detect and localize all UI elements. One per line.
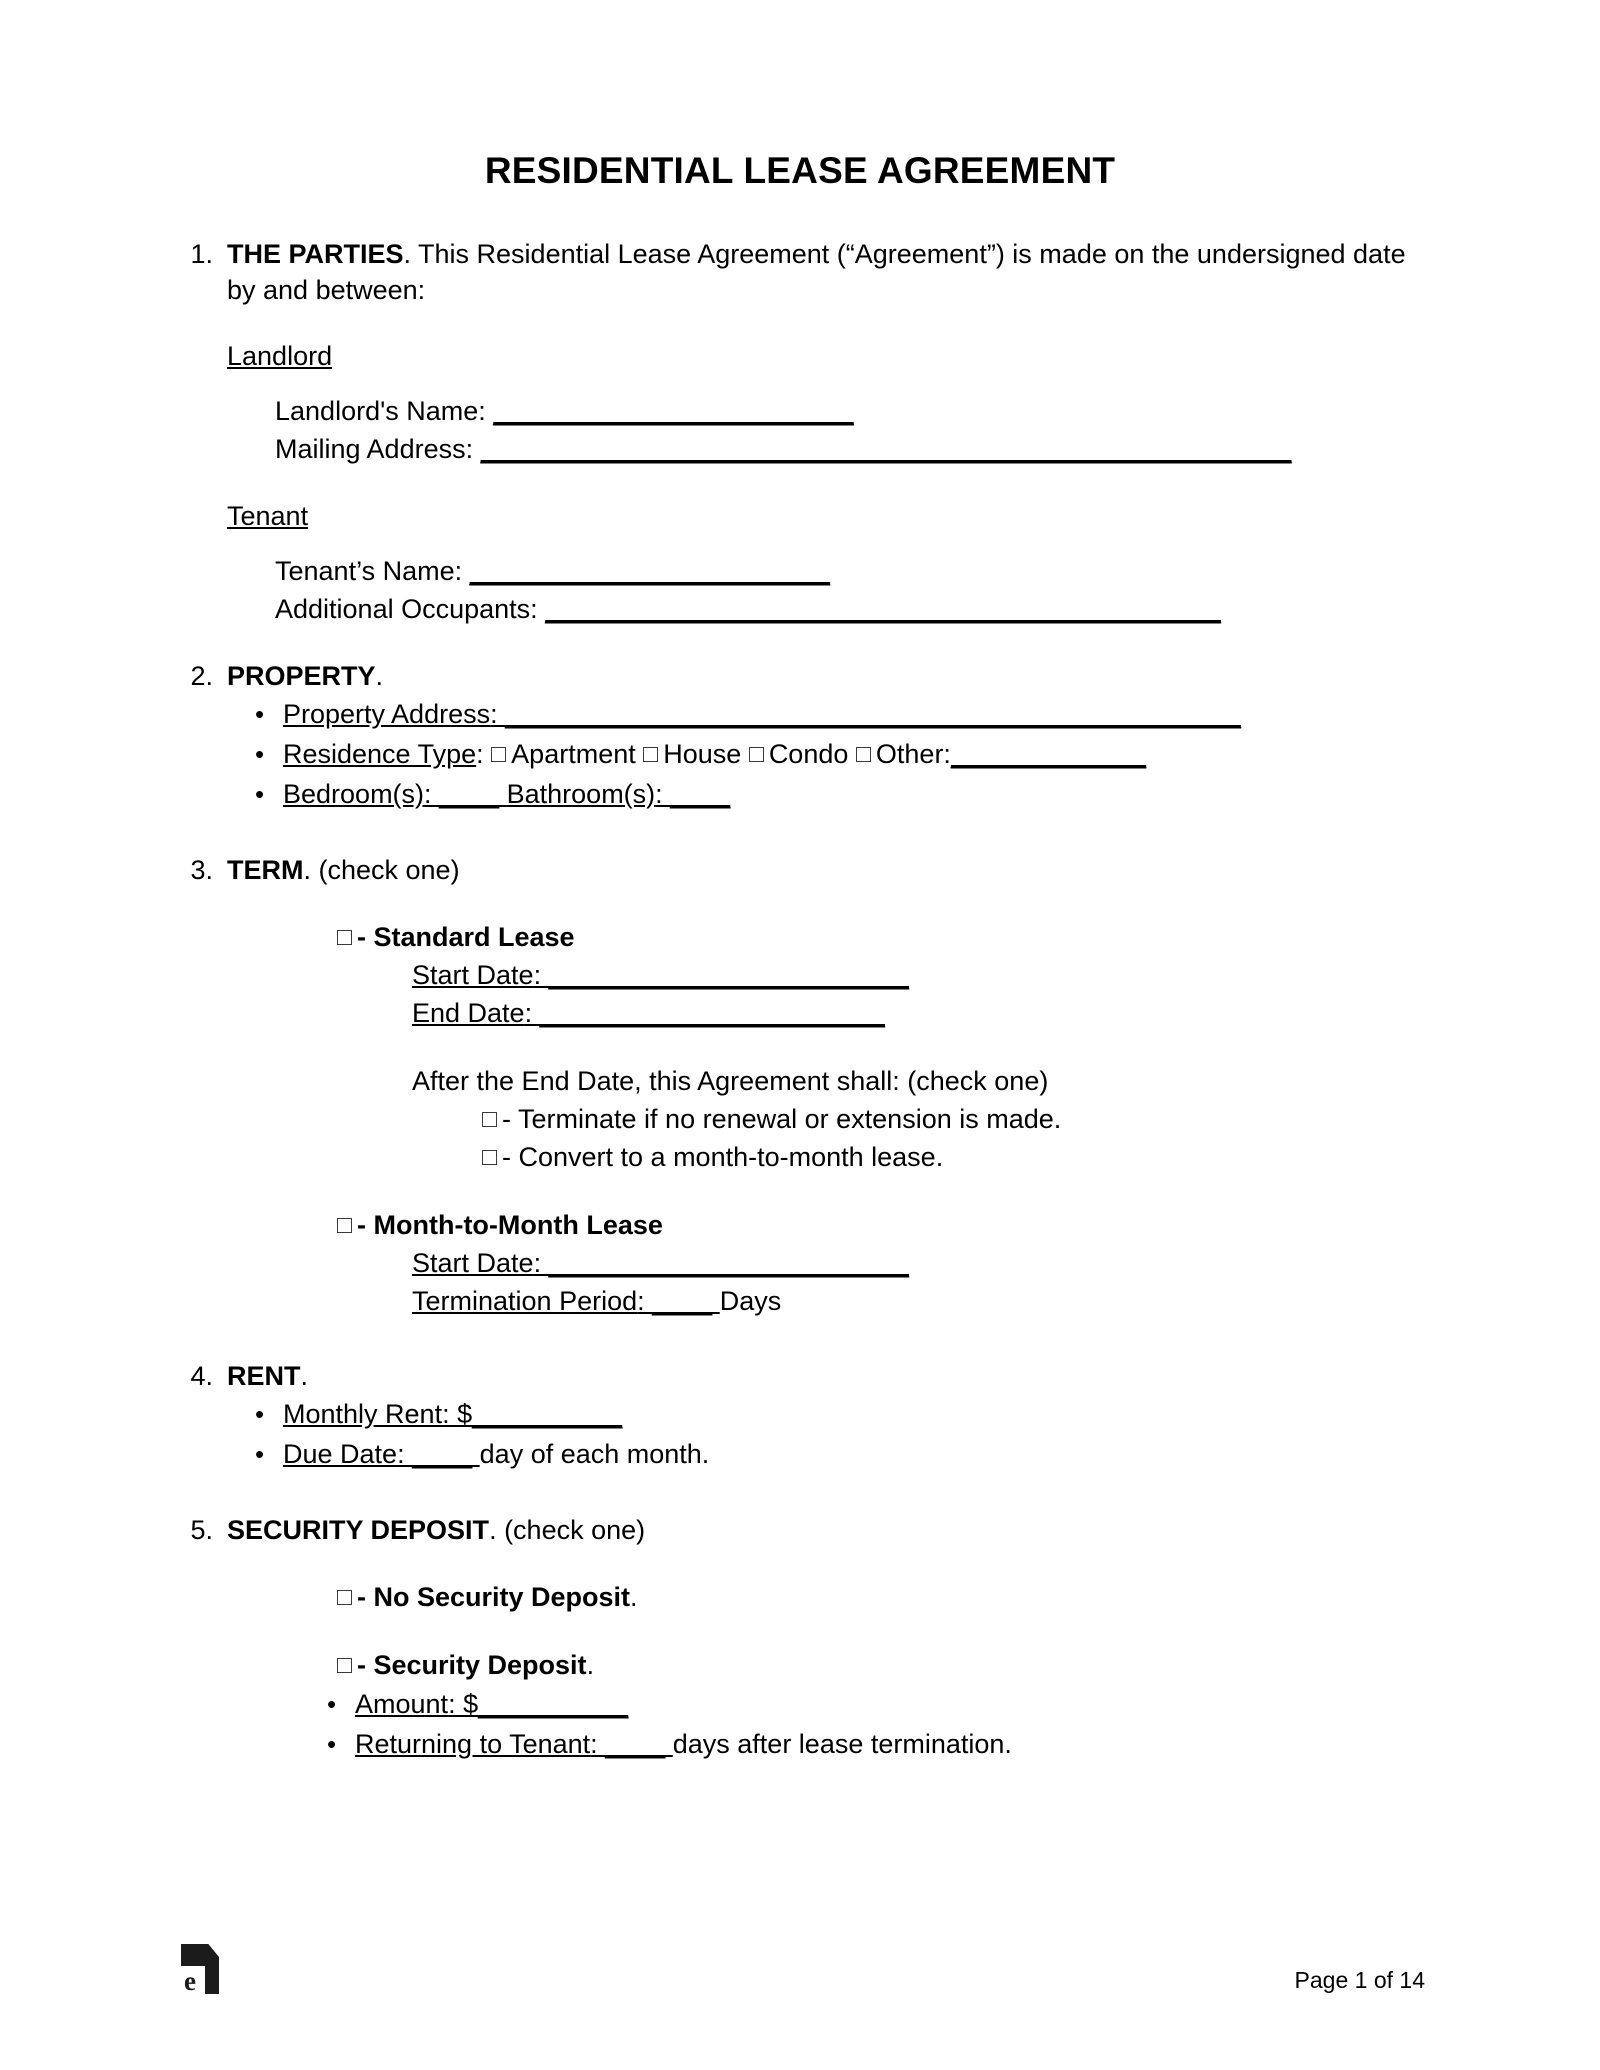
month-to-month-option <box>337 1206 1425 1244</box>
month-to-month-label: - Month-to-Month Lease <box>357 1210 663 1240</box>
termination-period-row <box>412 1282 1425 1320</box>
deposit-amount-blank[interactable]: : $__________ <box>448 1689 629 1719</box>
list-item-deposit-amount <box>227 1684 1425 1724</box>
option-label-other: Other: <box>875 739 951 769</box>
mailing-address-blank[interactable]: ______________________________________________________ <box>480 434 1292 464</box>
section-body <box>227 236 1425 628</box>
property-address-label: Property Address <box>283 699 491 729</box>
mailing-address-label: Mailing Address: <box>275 434 474 464</box>
section-number: 1. <box>190 239 213 269</box>
due-date-label: Due Date <box>283 1439 398 1469</box>
option-label-condo: Condo <box>768 739 849 769</box>
due-date-blank[interactable]: : ____ <box>397 1439 480 1469</box>
checkbox-month-to-month-lease[interactable] <box>337 1218 352 1233</box>
rent-fields-list <box>227 1394 1425 1474</box>
landlord-label: Landlord <box>227 341 333 371</box>
option-label-apartment: Apartment <box>511 739 636 769</box>
checkbox-convert-month-to-month[interactable] <box>482 1150 497 1165</box>
checkbox-other[interactable] <box>856 747 871 762</box>
checkbox-house[interactable] <box>643 747 658 762</box>
list-item-monthly-rent <box>227 1394 1425 1434</box>
standard-lease-label: - Standard Lease <box>357 922 575 952</box>
start-date-blank[interactable]: : ________________________ <box>533 960 909 990</box>
option-label-house: House <box>663 739 742 769</box>
section-number: 5. <box>190 1515 213 1545</box>
mtm-start-date-row <box>412 1244 1425 1282</box>
tenant-name-row <box>275 552 1425 590</box>
section-body <box>227 852 1425 1320</box>
standard-end-date-row <box>412 994 1425 1032</box>
end-date-blank[interactable]: : _______________________ <box>524 998 885 1028</box>
bedrooms-blank[interactable]: : ____ <box>424 779 507 809</box>
section-heading: THE PARTIES <box>227 239 404 269</box>
after-end-option-convert <box>482 1138 1425 1176</box>
bathrooms-label: Bathroom(s) <box>506 779 656 809</box>
monthly-rent-blank[interactable]: : $__________ <box>442 1399 623 1429</box>
termination-period-label: Termination Period <box>412 1286 638 1316</box>
security-deposit-fields-list <box>227 1684 1425 1764</box>
section-body <box>227 658 1425 814</box>
property-fields-list <box>227 694 1425 814</box>
section-number: 4. <box>190 1361 213 1391</box>
eforms-logo-icon <box>175 1944 221 1998</box>
section-term <box>175 852 1425 1320</box>
termination-period-blank[interactable]: : ____ <box>637 1286 720 1316</box>
landlord-name-blank[interactable]: ________________________ <box>493 396 854 426</box>
section-heading: SECURITY DEPOSIT <box>227 1515 490 1545</box>
section-body <box>227 1512 1425 1764</box>
list-item-due-date <box>227 1434 1425 1474</box>
due-date-suffix: day of each month. <box>479 1439 710 1469</box>
start-date-label: Start Date <box>412 960 534 990</box>
page-number: Page 1 of 14 <box>1294 1967 1425 1993</box>
additional-occupants-label: Additional Occupants: <box>275 594 538 624</box>
section-heading: RENT <box>227 1361 301 1391</box>
section-number: 3. <box>190 855 213 885</box>
bathrooms-blank[interactable]: : ____ <box>655 779 731 809</box>
list-item-property-address <box>227 694 1425 734</box>
section-intro: . This Residential Lease Agreement (“Agreement”) is made on the undersigned date by and between: <box>227 239 1406 305</box>
residence-other-blank[interactable]: _____________ <box>950 739 1147 769</box>
section-rent <box>175 1358 1425 1474</box>
after-end-option-terminate <box>482 1100 1425 1138</box>
termination-period-unit: Days <box>719 1286 782 1316</box>
security-deposit-option <box>337 1646 1425 1684</box>
logo-letter: e <box>175 1966 205 1998</box>
no-deposit-suffix: . <box>630 1582 638 1612</box>
section-property <box>175 658 1425 814</box>
after-option-2-label: - Convert to a month-to-month lease. <box>502 1142 944 1172</box>
list-item-bedrooms-bathrooms <box>227 774 1425 814</box>
section-number: 2. <box>190 661 213 691</box>
list-item-residence-type <box>227 734 1425 774</box>
additional-occupants-blank[interactable]: _____________________________________________ <box>545 594 1221 624</box>
after-end-date-text: After the End Date, this Agreement shall: (check one) <box>412 1066 1049 1096</box>
checkbox-standard-lease[interactable] <box>337 930 352 945</box>
checkbox-security-deposit[interactable] <box>337 1658 352 1673</box>
returning-suffix: days after lease termination. <box>672 1729 1012 1759</box>
mailing-address-row <box>275 430 1425 468</box>
property-address-blank[interactable]: : _________________________________________________ <box>490 699 1241 729</box>
tenant-name-blank[interactable]: ________________________ <box>469 556 831 586</box>
section-body <box>227 1358 1425 1474</box>
additional-occupants-row <box>275 590 1425 628</box>
deposit-label: - Security Deposit <box>357 1650 587 1680</box>
returning-blank[interactable]: : ____ <box>590 1729 673 1759</box>
monthly-rent-label: Monthly Rent <box>283 1399 443 1429</box>
standard-start-date-row <box>412 956 1425 994</box>
list-item-returning-to-tenant <box>227 1724 1425 1764</box>
standard-lease-option <box>337 918 1425 956</box>
returning-label: Returning to Tenant <box>355 1729 591 1759</box>
mtm-start-date-label: Start Date <box>412 1248 534 1278</box>
section-heading: TERM <box>227 855 304 885</box>
after-option-1-label: - Terminate if no renewal or extension is made. <box>502 1104 1062 1134</box>
section-heading-suffix: . (check one) <box>489 1515 646 1545</box>
section-the-parties <box>175 236 1425 628</box>
section-security-deposit <box>175 1512 1425 1764</box>
no-security-deposit-option <box>337 1578 1425 1616</box>
section-heading: PROPERTY <box>227 661 376 691</box>
landlord-name-label: Landlord's Name: <box>275 396 486 426</box>
tenant-name-label: Tenant’s Name: <box>275 556 463 586</box>
section-heading-suffix: . (check one) <box>303 855 460 885</box>
checkbox-condo[interactable] <box>749 747 764 762</box>
deposit-suffix: . <box>586 1650 595 1680</box>
bedrooms-label: Bedroom(s) <box>283 779 425 809</box>
deposit-amount-label: Amount <box>355 1689 449 1719</box>
checkbox-apartment[interactable] <box>491 747 506 762</box>
checkbox-no-security-deposit[interactable] <box>337 1590 352 1605</box>
checkbox-terminate[interactable] <box>482 1112 497 1127</box>
landlord-name-row <box>275 392 1425 430</box>
no-deposit-label: - No Security Deposit <box>357 1582 631 1612</box>
section-heading-suffix: . <box>375 661 384 691</box>
section-heading-suffix: . <box>300 1361 309 1391</box>
residence-type-label: Residence Type <box>283 739 477 769</box>
page-footer <box>175 1942 1425 1998</box>
mtm-start-date-blank[interactable]: : ________________________ <box>533 1248 909 1278</box>
residence-type-colon: : <box>476 739 484 769</box>
page-title: RESIDENTIAL LEASE AGREEMENT <box>484 150 1116 191</box>
end-date-label: End Date <box>412 998 525 1028</box>
tenant-label: Tenant <box>227 501 309 531</box>
